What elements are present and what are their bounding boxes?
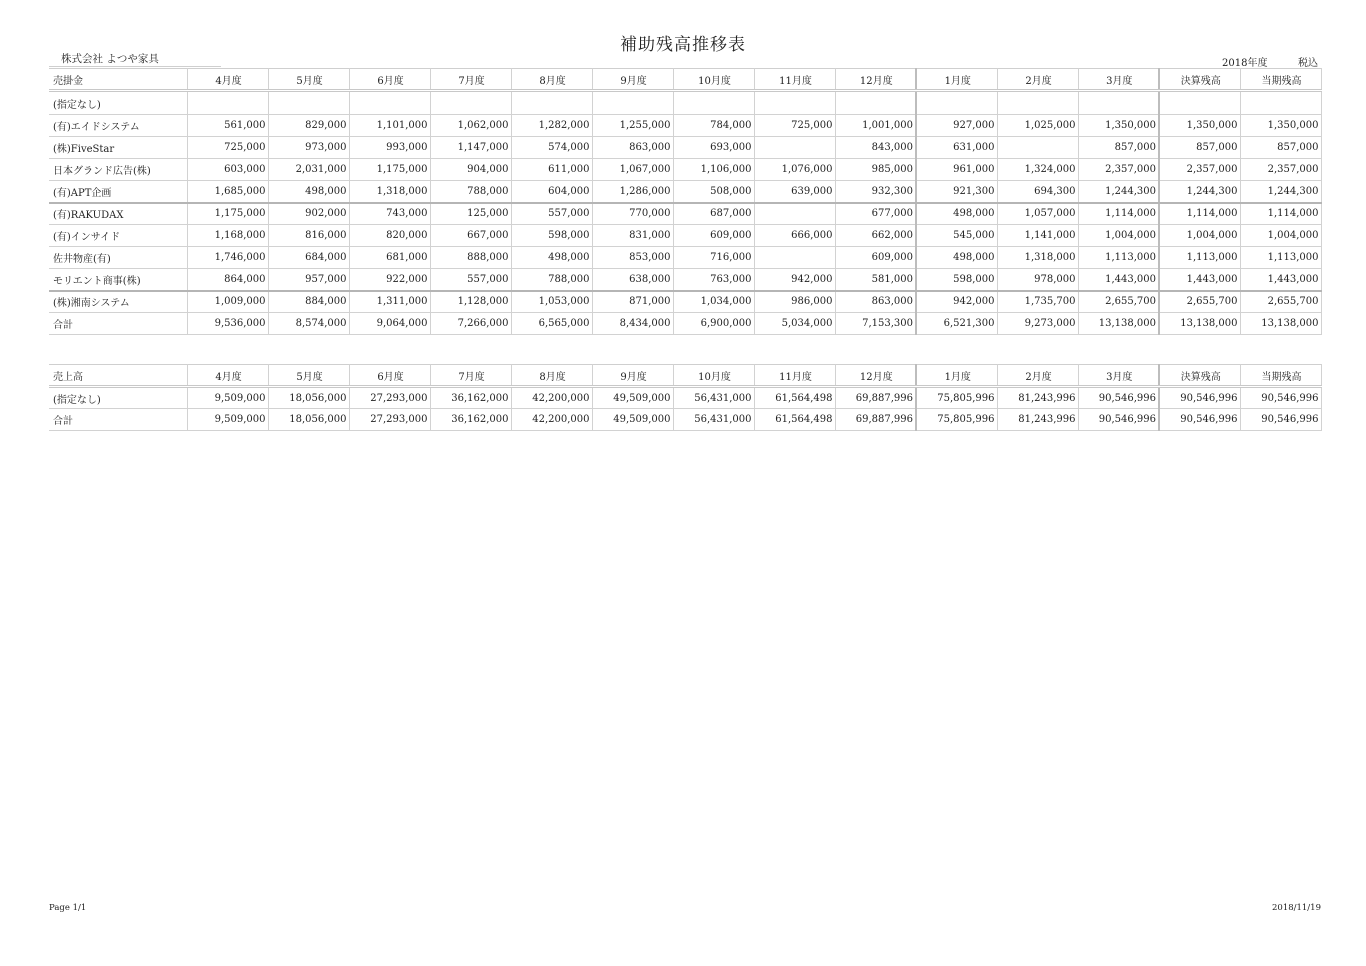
row-label: 合計	[49, 313, 187, 335]
column-header: 7月度	[430, 365, 511, 387]
value-cell: 871,000	[592, 291, 673, 313]
table-row	[49, 115, 1321, 137]
value-cell: 1,244,300	[1240, 181, 1321, 203]
value-cell: 557,000	[511, 203, 592, 225]
value-cell: 843,000	[835, 137, 916, 159]
value-cell: 1,076,000	[754, 159, 835, 181]
value-cell: 609,000	[835, 247, 916, 269]
value-cell	[1078, 91, 1159, 115]
value-cell: 1,114,000	[1078, 203, 1159, 225]
value-cell: 942,000	[754, 269, 835, 291]
column-header: 9月度	[592, 365, 673, 387]
value-cell	[916, 91, 997, 115]
value-cell	[511, 91, 592, 115]
value-cell: 1,141,000	[997, 225, 1078, 247]
value-cell: 56,431,000	[673, 409, 754, 431]
column-header: 6月度	[349, 365, 430, 387]
value-cell: 61,564,498	[754, 409, 835, 431]
fiscal-year: 2018年度	[1222, 58, 1268, 69]
column-header: 決算残高	[1159, 69, 1240, 91]
table-row	[49, 91, 1321, 115]
value-cell: 1,282,000	[511, 115, 592, 137]
value-cell: 557,000	[430, 269, 511, 291]
value-cell: 49,509,000	[592, 387, 673, 409]
value-cell: 1,746,000	[187, 247, 268, 269]
value-cell: 1,009,000	[187, 291, 268, 313]
value-cell: 922,000	[349, 269, 430, 291]
value-cell: 75,805,996	[916, 409, 997, 431]
table-row	[49, 313, 1321, 335]
row-label: (有)APT企画	[49, 181, 187, 203]
column-header: 12月度	[835, 365, 916, 387]
value-cell	[835, 91, 916, 115]
value-cell: 1,053,000	[511, 291, 592, 313]
table-row	[49, 409, 1321, 431]
column-header: 9月度	[592, 69, 673, 91]
value-cell: 957,000	[268, 269, 349, 291]
value-cell: 13,138,000	[1078, 313, 1159, 335]
value-cell: 125,000	[430, 203, 511, 225]
value-cell: 2,357,000	[1159, 159, 1240, 181]
value-cell: 1,113,000	[1078, 247, 1159, 269]
table-row	[49, 159, 1321, 181]
value-cell: 1,168,000	[187, 225, 268, 247]
column-header: 8月度	[511, 365, 592, 387]
column-header: 11月度	[754, 365, 835, 387]
value-cell: 743,000	[349, 203, 430, 225]
value-cell: 561,000	[187, 115, 268, 137]
value-cell: 36,162,000	[430, 409, 511, 431]
value-cell: 81,243,996	[997, 387, 1078, 409]
header-row	[49, 365, 1321, 387]
value-cell: 725,000	[187, 137, 268, 159]
value-cell: 13,138,000	[1240, 313, 1321, 335]
row-label: (指定なし)	[49, 387, 187, 409]
value-cell: 81,243,996	[997, 409, 1078, 431]
column-header: 6月度	[349, 69, 430, 91]
column-header: 2月度	[997, 365, 1078, 387]
value-cell: 2,655,700	[1078, 291, 1159, 313]
value-cell	[1240, 91, 1321, 115]
column-header: 1月度	[916, 69, 997, 91]
column-header: 3月度	[1078, 365, 1159, 387]
value-cell: 611,000	[511, 159, 592, 181]
value-cell: 863,000	[835, 291, 916, 313]
value-cell	[754, 137, 835, 159]
value-cell	[430, 91, 511, 115]
value-cell: 1,113,000	[1159, 247, 1240, 269]
value-cell: 9,273,000	[997, 313, 1078, 335]
value-cell: 888,000	[430, 247, 511, 269]
value-cell	[1159, 91, 1240, 115]
value-cell: 763,000	[673, 269, 754, 291]
value-cell: 18,056,000	[268, 387, 349, 409]
value-cell: 49,509,000	[592, 409, 673, 431]
value-cell: 884,000	[268, 291, 349, 313]
column-header: 決算残高	[1159, 365, 1240, 387]
company-name: 株式会社 よつや家具	[49, 53, 221, 67]
value-cell: 27,293,000	[349, 409, 430, 431]
value-cell: 604,000	[511, 181, 592, 203]
print-date: 2018/11/19	[1272, 903, 1321, 913]
receivables-table	[49, 68, 1322, 335]
value-cell	[754, 203, 835, 225]
value-cell: 932,300	[835, 181, 916, 203]
value-cell: 9,509,000	[187, 409, 268, 431]
row-label: (指定なし)	[49, 91, 187, 115]
value-cell	[673, 91, 754, 115]
value-cell: 545,000	[916, 225, 997, 247]
value-cell: 993,000	[349, 137, 430, 159]
value-cell: 927,000	[916, 115, 997, 137]
column-header: 7月度	[430, 69, 511, 91]
value-cell: 978,000	[997, 269, 1078, 291]
value-cell: 90,546,996	[1159, 409, 1240, 431]
value-cell: 857,000	[1159, 137, 1240, 159]
value-cell: 1,324,000	[997, 159, 1078, 181]
value-cell: 788,000	[511, 269, 592, 291]
value-cell: 770,000	[592, 203, 673, 225]
value-cell: 90,546,996	[1078, 409, 1159, 431]
value-cell: 5,034,000	[754, 313, 835, 335]
row-label: モリエント商事(株)	[49, 269, 187, 291]
value-cell: 902,000	[268, 203, 349, 225]
value-cell: 1,004,000	[1078, 225, 1159, 247]
column-header: 12月度	[835, 69, 916, 91]
value-cell: 853,000	[592, 247, 673, 269]
table-row	[49, 137, 1321, 159]
sales-table	[49, 364, 1322, 431]
value-cell: 42,200,000	[511, 387, 592, 409]
table-row	[49, 387, 1321, 409]
value-cell: 7,266,000	[430, 313, 511, 335]
value-cell: 498,000	[511, 247, 592, 269]
value-cell: 1,001,000	[835, 115, 916, 137]
value-cell: 2,357,000	[1240, 159, 1321, 181]
value-cell: 6,900,000	[673, 313, 754, 335]
value-cell: 1,318,000	[349, 181, 430, 203]
value-cell: 985,000	[835, 159, 916, 181]
report-title: 補助残高推移表	[620, 35, 746, 55]
value-cell: 7,153,300	[835, 313, 916, 335]
value-cell: 904,000	[430, 159, 511, 181]
value-cell: 69,887,996	[835, 387, 916, 409]
value-cell: 1,034,000	[673, 291, 754, 313]
column-header: 当期残高	[1240, 69, 1321, 91]
value-cell: 609,000	[673, 225, 754, 247]
column-header: 5月度	[268, 69, 349, 91]
value-cell: 1,004,000	[1159, 225, 1240, 247]
value-cell: 1,101,000	[349, 115, 430, 137]
value-cell: 36,162,000	[430, 387, 511, 409]
value-cell: 1,175,000	[187, 203, 268, 225]
row-label: (有)RAKUDAX	[49, 203, 187, 225]
value-cell: 603,000	[187, 159, 268, 181]
column-header: 10月度	[673, 365, 754, 387]
value-cell: 90,546,996	[1159, 387, 1240, 409]
table-row	[49, 269, 1321, 291]
value-cell: 90,546,996	[1240, 387, 1321, 409]
value-cell	[187, 91, 268, 115]
table-row	[49, 181, 1321, 203]
value-cell: 1,311,000	[349, 291, 430, 313]
value-cell: 677,000	[835, 203, 916, 225]
value-cell	[754, 91, 835, 115]
value-cell: 961,000	[916, 159, 997, 181]
value-cell: 863,000	[592, 137, 673, 159]
row-label: 合計	[49, 409, 187, 431]
value-cell: 1,114,000	[1240, 203, 1321, 225]
value-cell: 820,000	[349, 225, 430, 247]
value-cell: 694,300	[997, 181, 1078, 203]
value-cell: 864,000	[187, 269, 268, 291]
value-cell: 1,057,000	[997, 203, 1078, 225]
value-cell: 1,067,000	[592, 159, 673, 181]
value-cell: 75,805,996	[916, 387, 997, 409]
value-cell: 716,000	[673, 247, 754, 269]
value-cell: 498,000	[916, 247, 997, 269]
table-row	[49, 291, 1321, 313]
value-cell: 18,056,000	[268, 409, 349, 431]
row-label: (有)インサイド	[49, 225, 187, 247]
value-cell	[754, 247, 835, 269]
value-cell: 1,443,000	[1078, 269, 1159, 291]
row-label: (株)湘南システム	[49, 291, 187, 313]
value-cell: 27,293,000	[349, 387, 430, 409]
value-cell: 498,000	[916, 203, 997, 225]
value-cell: 90,546,996	[1078, 387, 1159, 409]
value-cell: 8,434,000	[592, 313, 673, 335]
page-number: Page 1/1	[49, 903, 87, 913]
value-cell: 69,887,996	[835, 409, 916, 431]
value-cell: 667,000	[430, 225, 511, 247]
column-header: 2月度	[997, 69, 1078, 91]
value-cell: 9,509,000	[187, 387, 268, 409]
table-row	[49, 203, 1321, 225]
value-cell: 921,300	[916, 181, 997, 203]
value-cell: 857,000	[1240, 137, 1321, 159]
value-cell: 662,000	[835, 225, 916, 247]
account-header: 売上高	[49, 365, 187, 387]
row-label: 日本グランド広告(株)	[49, 159, 187, 181]
value-cell: 498,000	[268, 181, 349, 203]
header-row	[49, 69, 1321, 91]
value-cell: 1,286,000	[592, 181, 673, 203]
value-cell: 784,000	[673, 115, 754, 137]
value-cell: 1,350,000	[1159, 115, 1240, 137]
value-cell: 2,655,700	[1159, 291, 1240, 313]
value-cell	[349, 91, 430, 115]
value-cell: 9,064,000	[349, 313, 430, 335]
value-cell: 638,000	[592, 269, 673, 291]
value-cell: 1,062,000	[430, 115, 511, 137]
row-label: 佐井物産(有)	[49, 247, 187, 269]
value-cell: 681,000	[349, 247, 430, 269]
value-cell: 666,000	[754, 225, 835, 247]
value-cell: 687,000	[673, 203, 754, 225]
value-cell: 56,431,000	[673, 387, 754, 409]
value-cell: 973,000	[268, 137, 349, 159]
value-cell: 986,000	[754, 291, 835, 313]
value-cell: 1,443,000	[1159, 269, 1240, 291]
table-row	[49, 225, 1321, 247]
value-cell: 1,350,000	[1240, 115, 1321, 137]
row-label: (有)エイドシステム	[49, 115, 187, 137]
value-cell: 42,200,000	[511, 409, 592, 431]
value-cell: 2,357,000	[1078, 159, 1159, 181]
value-cell: 6,521,300	[916, 313, 997, 335]
value-cell: 1,350,000	[1078, 115, 1159, 137]
column-header: 当期残高	[1240, 365, 1321, 387]
table-row	[49, 247, 1321, 269]
value-cell: 574,000	[511, 137, 592, 159]
value-cell: 1,175,000	[349, 159, 430, 181]
value-cell: 693,000	[673, 137, 754, 159]
value-cell: 1,106,000	[673, 159, 754, 181]
value-cell: 581,000	[835, 269, 916, 291]
value-cell: 2,655,700	[1240, 291, 1321, 313]
account-header: 売掛金	[49, 69, 187, 91]
column-header: 8月度	[511, 69, 592, 91]
value-cell: 1,147,000	[430, 137, 511, 159]
value-cell: 1,244,300	[1159, 181, 1240, 203]
value-cell: 816,000	[268, 225, 349, 247]
value-cell	[997, 137, 1078, 159]
value-cell: 1,128,000	[430, 291, 511, 313]
value-cell: 725,000	[754, 115, 835, 137]
value-cell: 598,000	[916, 269, 997, 291]
value-cell: 1,318,000	[997, 247, 1078, 269]
row-label: (株)FiveStar	[49, 137, 187, 159]
value-cell: 90,546,996	[1240, 409, 1321, 431]
value-cell: 1,443,000	[1240, 269, 1321, 291]
value-cell: 9,536,000	[187, 313, 268, 335]
column-header: 3月度	[1078, 69, 1159, 91]
column-header: 5月度	[268, 365, 349, 387]
column-header: 4月度	[187, 365, 268, 387]
value-cell: 6,565,000	[511, 313, 592, 335]
value-cell: 1,255,000	[592, 115, 673, 137]
value-cell: 788,000	[430, 181, 511, 203]
value-cell	[268, 91, 349, 115]
value-cell: 684,000	[268, 247, 349, 269]
value-cell: 1,025,000	[997, 115, 1078, 137]
value-cell: 2,031,000	[268, 159, 349, 181]
column-header: 4月度	[187, 69, 268, 91]
value-cell: 1,685,000	[187, 181, 268, 203]
value-cell: 631,000	[916, 137, 997, 159]
value-cell: 1,113,000	[1240, 247, 1321, 269]
column-header: 10月度	[673, 69, 754, 91]
value-cell: 942,000	[916, 291, 997, 313]
value-cell: 598,000	[511, 225, 592, 247]
value-cell: 61,564,498	[754, 387, 835, 409]
value-cell: 13,138,000	[1159, 313, 1240, 335]
value-cell: 829,000	[268, 115, 349, 137]
column-header: 11月度	[754, 69, 835, 91]
value-cell: 508,000	[673, 181, 754, 203]
value-cell	[592, 91, 673, 115]
value-cell: 1,735,700	[997, 291, 1078, 313]
value-cell: 1,114,000	[1159, 203, 1240, 225]
tax-mode: 税込	[1298, 58, 1318, 69]
value-cell: 831,000	[592, 225, 673, 247]
value-cell: 8,574,000	[268, 313, 349, 335]
value-cell: 639,000	[754, 181, 835, 203]
column-header: 1月度	[916, 365, 997, 387]
value-cell: 1,244,300	[1078, 181, 1159, 203]
value-cell	[997, 91, 1078, 115]
value-cell: 1,004,000	[1240, 225, 1321, 247]
value-cell: 857,000	[1078, 137, 1159, 159]
